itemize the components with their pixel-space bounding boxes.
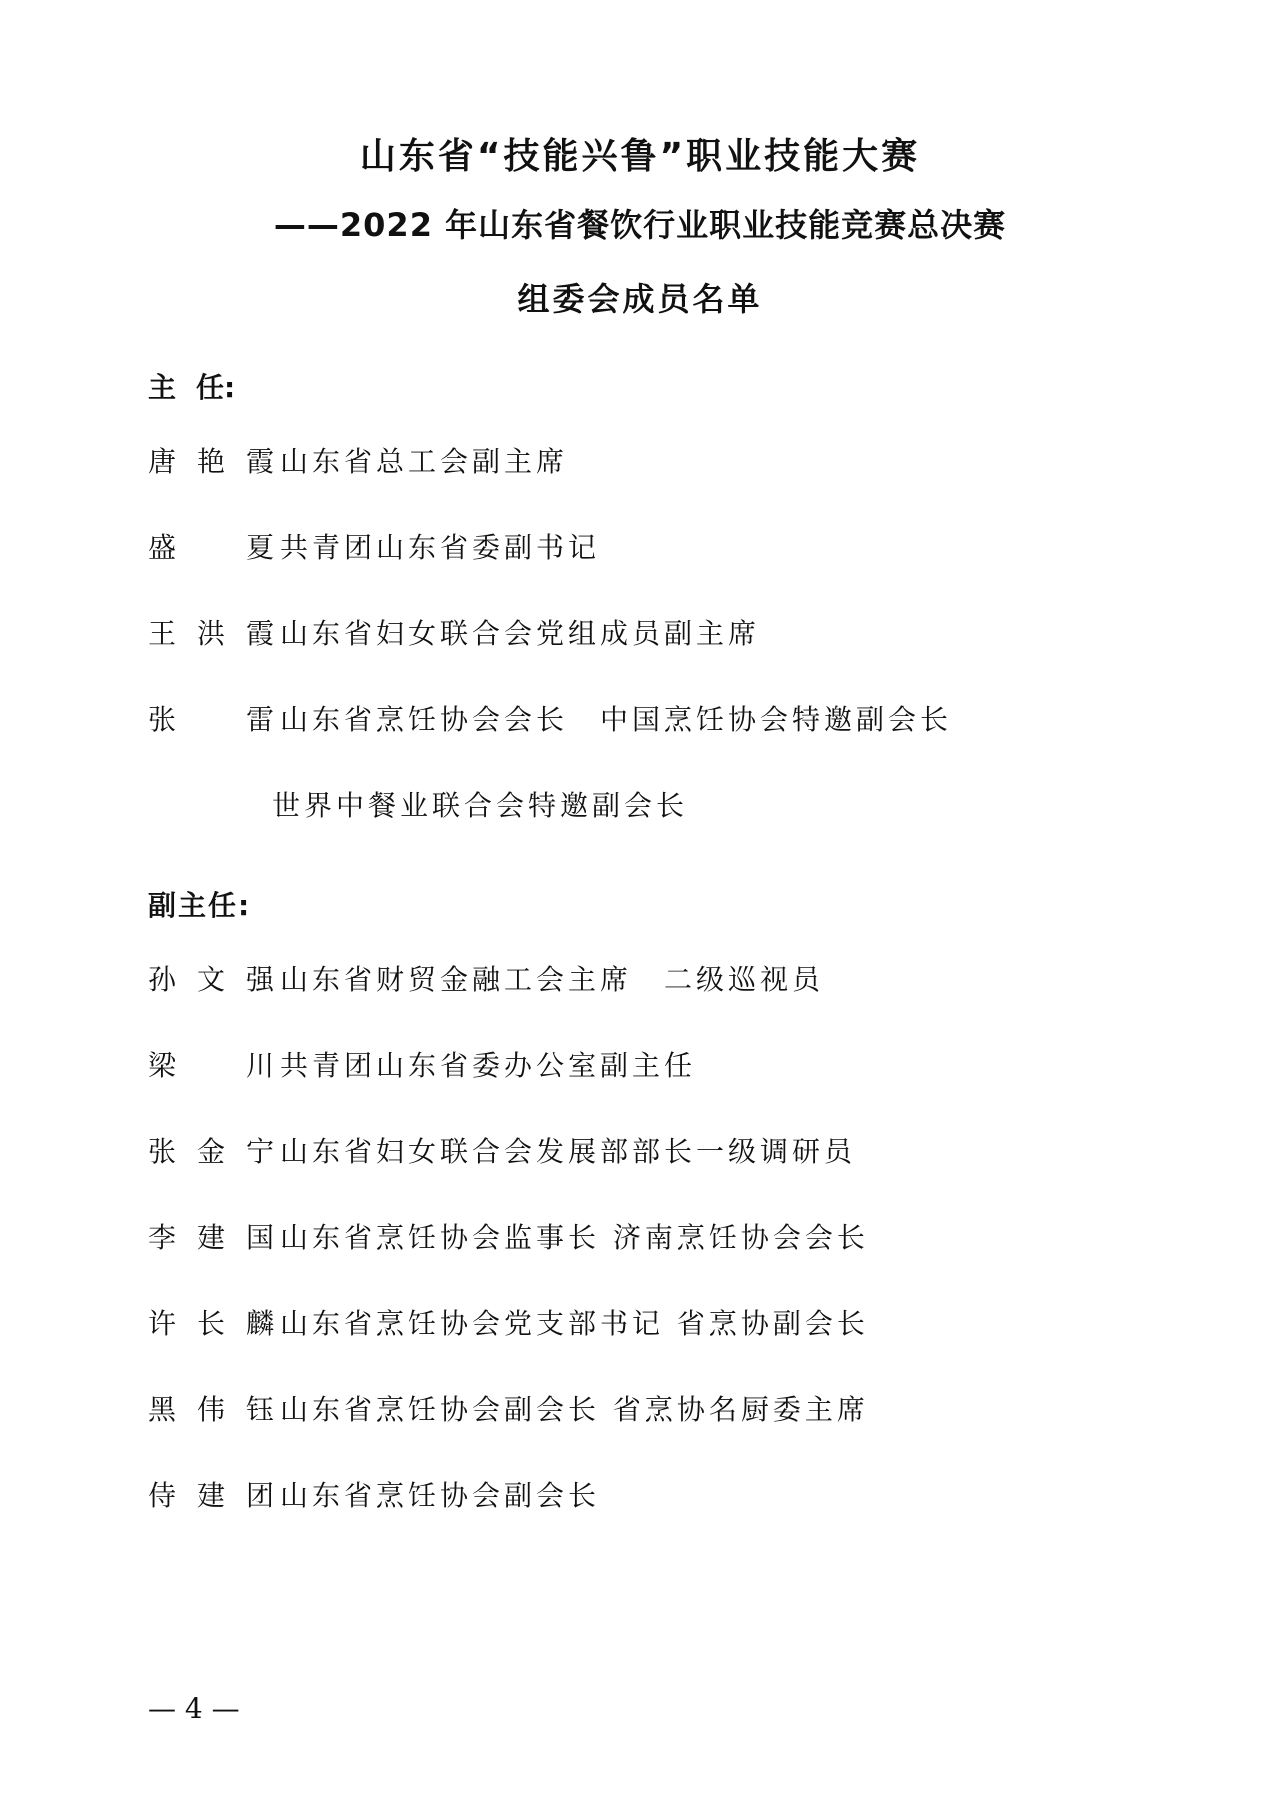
member-row bbox=[148, 1474, 600, 1514]
member-name: 孙文强 bbox=[148, 963, 276, 996]
chair-heading-part-a: 主 bbox=[148, 371, 197, 404]
member-row bbox=[148, 440, 568, 480]
member-title: 山东省财贸金融工会主席 二级巡视员 bbox=[280, 963, 825, 996]
member-row bbox=[148, 1044, 696, 1084]
member-name: 王洪霞 bbox=[148, 617, 276, 650]
member-row bbox=[148, 1388, 869, 1428]
chair-heading-part-b: 任: bbox=[196, 371, 236, 404]
page-number: — 4 — bbox=[148, 1692, 240, 1725]
member-title: 山东省妇女联合会发展部部长一级调研员 bbox=[280, 1135, 857, 1168]
member-name: 张金宁 bbox=[148, 1135, 276, 1168]
member-name: 侍建团 bbox=[148, 1479, 276, 1512]
member-title: 山东省总工会副主席 bbox=[280, 445, 569, 478]
member-title: 山东省烹饪协会党支部书记 省烹协副会长 bbox=[280, 1307, 869, 1340]
document-subtitle: ——2022 年山东省餐饮行业职业技能竞赛总决赛 bbox=[273, 206, 1007, 244]
member-row bbox=[148, 958, 824, 998]
member-title: 山东省烹饪协会监事长 济南烹饪协会会长 bbox=[280, 1221, 869, 1254]
member-title: 山东省烹饪协会会长 中国烹饪协会特邀副会长 bbox=[280, 703, 953, 736]
member-name: 张雷 bbox=[148, 703, 276, 736]
list-title: 组委会成员名单 bbox=[517, 280, 763, 318]
member-title: 山东省烹饪协会副会长 bbox=[280, 1479, 601, 1512]
member-name: 梁川 bbox=[148, 1049, 276, 1082]
chair-heading bbox=[148, 366, 235, 406]
member-name: 黑伟钰 bbox=[148, 1393, 276, 1426]
member-name: 李建国 bbox=[148, 1221, 276, 1254]
member-title: 共青团山东省委办公室副主任 bbox=[280, 1049, 697, 1082]
member-row bbox=[148, 612, 760, 652]
member-row bbox=[148, 526, 600, 566]
member-row bbox=[148, 1130, 856, 1170]
member-name: 唐艳霞 bbox=[148, 445, 276, 478]
member-title: 山东省烹饪协会副会长 省烹协名厨委主席 bbox=[280, 1393, 869, 1426]
member-row bbox=[148, 1302, 869, 1342]
vice-chair-heading: 副主任: bbox=[148, 889, 252, 922]
member-row bbox=[148, 1216, 869, 1256]
member-name: 许长麟 bbox=[148, 1307, 276, 1340]
member-title-continuation: 世界中餐业联合会特邀副会长 bbox=[272, 789, 689, 822]
member-row bbox=[148, 698, 952, 738]
member-title: 山东省妇女联合会党组成员副主席 bbox=[280, 617, 761, 650]
document-title: 山东省“技能兴鲁”职业技能大赛 bbox=[359, 136, 921, 177]
member-name: 盛夏 bbox=[148, 531, 276, 564]
member-title: 共青团山东省委副书记 bbox=[280, 531, 601, 564]
